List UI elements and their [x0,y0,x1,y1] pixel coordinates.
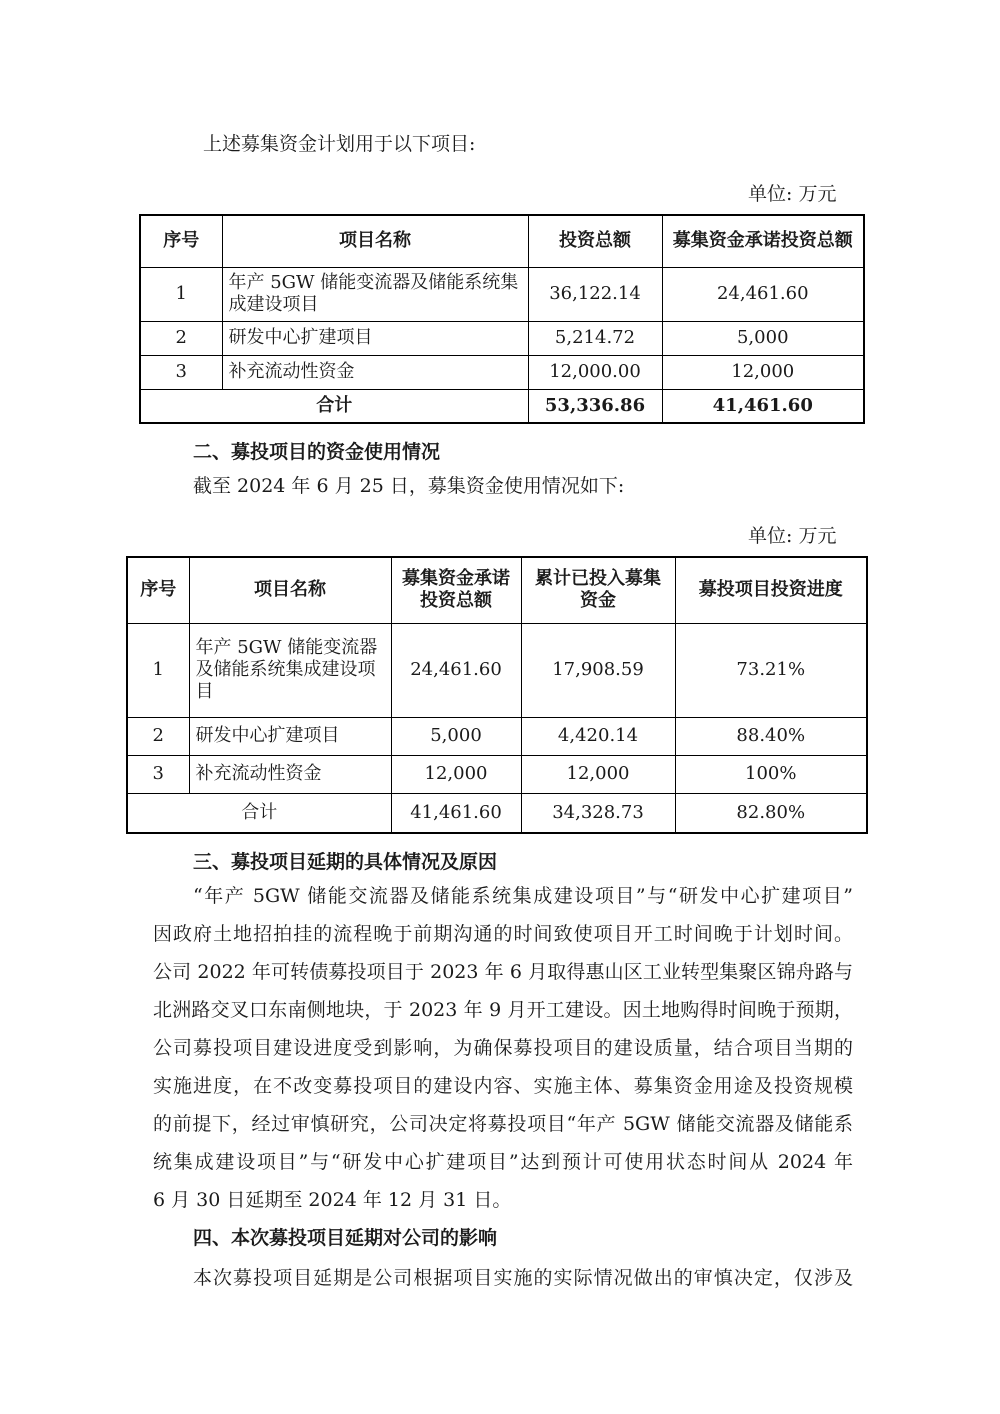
table2-row1-committed: 24,461.60 [391,623,521,717]
table2-header-no: 序号 [127,557,189,623]
table2-row3-progress: 100% [675,755,867,793]
table-row [140,267,864,321]
table2-row1-invested: 17,908.59 [521,623,675,717]
table-fund-usage [126,556,868,834]
section3-line-8: 统集成建设项目”与“研发中心扩建项目”达到预计可使用状态时间从 2024 年 [153,1151,853,1173]
table1-row2-total: 5,214.72 [528,321,662,355]
table2-header-progress: 募投项目投资进度 [675,557,867,623]
section3-line-1: “年产 5GW 储能交流器及储能系统集成建设项目”与“研发中心扩建项目” [193,885,853,907]
table1-header-row [140,215,864,267]
section3-line-3: 公司 2022 年可转债募投项目于 2023 年 6 月取得惠山区工业转型集聚区锦舟路与 [153,961,853,983]
table2-header-invested: 累计已投入募集资金 [521,557,675,623]
table2-sum-committed: 41,461.60 [391,793,521,833]
unit-label-2: 单位: 万元 [748,525,837,547]
table2-sum-invested: 34,328.73 [521,793,675,833]
table2-row2-no: 2 [127,717,189,755]
table1-row1-committed: 24,461.60 [662,267,864,321]
table2-sum-progress: 82.80% [675,793,867,833]
table1-row3-name: 补充流动性资金 [222,355,528,389]
section3-line-2: 因政府土地招拍挂的流程晚于前期沟通的时间致使项目开工时间晚于计划时间。 [153,923,853,945]
table1-header-name: 项目名称 [222,215,528,267]
table2-header-name: 项目名称 [189,557,391,623]
table2-row1-name: 年产 5GW 储能变流器及储能系统集成建设项目 [189,623,391,717]
section4-line-1: 本次募投项目延期是公司根据项目实施的实际情况做出的审慎决定，仅涉及 [193,1267,853,1289]
section2-intro: 截至 2024 年 6 月 25 日，募集资金使用情况如下: [193,475,625,497]
section3-line-6: 实施进度，在不改变募投项目的建设内容、实施主体、募集资金用途及投资规模 [153,1075,853,1097]
table2-row3-invested: 12,000 [521,755,675,793]
table1-header-total: 投资总额 [528,215,662,267]
intro-text: 上述募集资金计划用于以下项目: [203,133,476,155]
table1-row3-no: 3 [140,355,222,389]
table-row [140,321,864,355]
table2-header-committed: 募集资金承诺投资总额 [391,557,521,623]
section3-line-5: 公司募投项目建设进度受到影响，为确保募投项目的建设质量，结合项目当期的 [153,1037,853,1059]
table1-row2-name: 研发中心扩建项目 [222,321,528,355]
unit-label-1: 单位: 万元 [748,183,837,205]
table2-sum-label: 合计 [127,793,391,833]
table-row [127,717,867,755]
table2-row3-name: 补充流动性资金 [189,755,391,793]
table1-header-no: 序号 [140,215,222,267]
section3-line-9: 6 月 30 日延期至 2024 年 12 月 31 日。 [153,1189,512,1211]
table-row [127,623,867,717]
table2-row3-committed: 12,000 [391,755,521,793]
section4-title: 四、本次募投项目延期对公司的影响 [193,1227,498,1249]
table2-row1-progress: 73.21% [675,623,867,717]
table-fundraising-plan [139,214,865,424]
table1-sum-label: 合计 [140,389,528,423]
table1-row1-no: 1 [140,267,222,321]
section3-line-7: 的前提下，经过审慎研究，公司决定将募投项目“年产 5GW 储能交流器及储能系 [153,1113,853,1135]
table2-sum-row [127,793,867,833]
table1-row3-total: 12,000.00 [528,355,662,389]
table1-sum-committed: 41,461.60 [662,389,864,423]
table-row [140,355,864,389]
table1-sum-row [140,389,864,423]
table2-row3-no: 3 [127,755,189,793]
table1-row1-total: 36,122.14 [528,267,662,321]
section3-title: 三、募投项目延期的具体情况及原因 [193,851,498,873]
table1-header-committed: 募集资金承诺投资总额 [662,215,864,267]
table1-row1-name: 年产 5GW 储能变流器及储能系统集成建设项目 [222,267,528,321]
section3-line-4: 北洲路交叉口东南侧地块，于 2023 年 9 月开工建设。因土地购得时间晚于预期， [153,999,853,1021]
table1-row2-committed: 5,000 [662,321,864,355]
section2-title: 二、募投项目的资金使用情况 [193,441,441,463]
table-row [127,755,867,793]
table2-row2-name: 研发中心扩建项目 [189,717,391,755]
table1-row2-no: 2 [140,321,222,355]
table2-row1-no: 1 [127,623,189,717]
table1-sum-total: 53,336.86 [528,389,662,423]
table2-row2-invested: 4,420.14 [521,717,675,755]
table2-row2-committed: 5,000 [391,717,521,755]
table1-row3-committed: 12,000 [662,355,864,389]
table2-row2-progress: 88.40% [675,717,867,755]
table2-header-row [127,557,867,623]
